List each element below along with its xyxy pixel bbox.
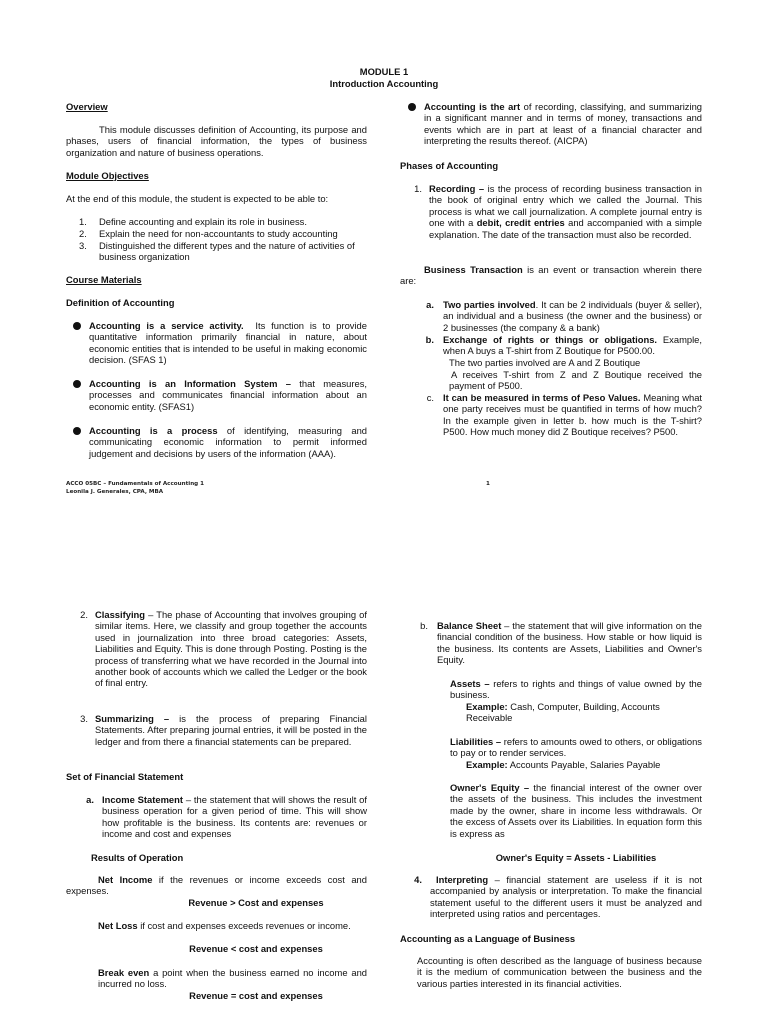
language-text: Accounting is often described as the language of business because it is the medium of communication between the business and the various parties interested in its financial activities.	[417, 955, 702, 989]
transaction-two-parties: Two parties involved. It can be 2 individuals (buyer & seller), an individual and a business (the owner and the business) or 2 businesses (the company & a bank)	[443, 299, 702, 333]
transaction-a-label: a.	[426, 299, 434, 310]
balance-sheet-label: b.	[420, 620, 428, 631]
definition-service-activity: Accounting is a service activity. Its function is to provide quantitative information primarily financial in nature, about economic entities that is intended to be useful in making economic decision. (SFAS 1)	[89, 320, 367, 366]
liabilities-definition: Liabilities – refers to amounts owed to others, or obligations to pay or to render services.	[450, 736, 702, 759]
phases-heading: Phases of Accounting	[400, 160, 499, 171]
objectives-heading: Module Objectives	[66, 170, 149, 181]
liabilities-example: Example: Accounts Payable, Salaries Payable	[466, 759, 661, 770]
classifying-number: 2.	[80, 609, 88, 620]
interpreting-number: 4.	[414, 874, 422, 885]
transaction-exchange-line3: A receives T-shirt from Z and Z Boutique received the payment of P500.	[449, 369, 702, 392]
objective-number-2: 2.	[79, 228, 87, 239]
phase-classifying: Classifying – The phase of Accounting that involves grouping of similar items. Here, we classify and group together the accounts used in journalization into three broad categories: Assets, Liabilities and Equity. This is done through Posting. Posting is the process of transferring what we have recorded in the Journal into another book of accounts which we called the Ledger or the book of final entry.	[95, 609, 367, 689]
income-statement-label: a.	[86, 794, 94, 805]
objective-number-1: 1.	[79, 216, 87, 227]
bullet-icon	[408, 103, 416, 111]
course-materials-heading: Course Materials	[66, 274, 142, 285]
recording-number: 1.	[414, 183, 422, 194]
assets-example: Example: Cash, Computer, Building, Accounts Receivable	[466, 701, 660, 724]
definition-process: Accounting is a process of identifying, measuring and communicating economic information to permit informed judgement and decisions by users of the information (AAA).	[89, 425, 367, 459]
footer-course: ACCO 05BC – Fundamentals of Accounting 1	[66, 481, 205, 487]
overview-heading: Overview	[66, 101, 108, 112]
owners-equity-definition: Owner's Equity – the financial interest of the owner over the assets of the business. This includes the investment made by the owner, share in income less withdrawals. Or the excess of Assets over its Liabilities. In equation form this is express as	[450, 782, 703, 839]
phase-interpreting: Interpreting – financial statement are useless if it is not accompanied by analysis or interpretation. To make the financial statement useful to the different users it must be analyzed and interpreted using ratios and percentages.	[430, 874, 702, 920]
language-heading: Accounting as a Language of Business	[400, 933, 576, 944]
definition-heading: Definition of Accounting	[66, 297, 175, 308]
transaction-peso-values: It can be measured in terms of Peso Values. Meaning what one party receives must be quantified in terms of how much? In the example given in letter b. how much is the T-shirt? P500. How much money did Z Boutique receives? P500.	[443, 392, 703, 438]
bullet-icon	[73, 322, 81, 330]
phase-recording: Recording – is the process of recording business transaction in the book of original entry which we called the Journal. This process is what we call journalization. A complete journal entry is one with a debit, credit entries and accompanied with a simple explanation. The date of the transaction must also be recorded.	[429, 183, 703, 240]
overview-text: This module discusses definition of Accounting, its purpose and phases, users of financial information, the types of business organization and nature of business operations.	[66, 124, 367, 158]
net-loss-formula: Revenue < cost and expenses	[189, 943, 323, 954]
break-even: Break even a point when the business earned no income and incurred no loss.	[98, 967, 367, 990]
transaction-c-label: c.	[426, 392, 434, 403]
objective-number-3: 3.	[79, 240, 87, 251]
net-loss: Net Loss if cost and expenses exceeds revenues or income.	[98, 920, 351, 931]
business-transaction-definition: Business Transaction is an event or transaction wherein there are:	[400, 264, 702, 287]
net-income-formula: Revenue > Cost and expenses	[188, 897, 324, 908]
footer-author: Leonila J. Generales, CPA, MBA	[66, 489, 164, 495]
transaction-b-label: b.	[425, 334, 434, 345]
break-even-formula: Revenue = cost and expenses	[189, 990, 323, 1001]
phase-summarizing: Summarizing – is the process of preparing Financial Statements. After preparing journal entries, it will be posted in the ledger and from there a financial statements can be prepared.	[95, 713, 367, 747]
definition-art: Accounting is the art of recording, classifying, and summarizing in a significant manner and in terms of money, transactions and events which are in part at least of a financial character and interpreting the results thereof. (AICPA)	[424, 101, 702, 147]
owners-equity-formula: Owner's Equity = Assets - Liabilities	[495, 852, 657, 863]
set-of-fs-heading: Set of Financial Statement	[66, 771, 184, 782]
summarizing-number: 3.	[80, 713, 88, 724]
net-income: Net Income if the revenues or income exceeds cost and expenses.	[66, 874, 367, 897]
module-title: MODULE 1	[359, 66, 409, 77]
transaction-exchange-line2: The two parties involved are A and Z Boutique	[449, 357, 641, 368]
module-subtitle: Introduction Accounting	[329, 78, 439, 89]
page-number: 1	[486, 481, 490, 487]
bullet-icon	[73, 427, 81, 435]
results-heading: Results of Operation	[91, 852, 184, 863]
definition-information-system: Accounting is an Information System – that measures, processes and communicates financial information about an economic entity. (SFAS1)	[89, 378, 368, 412]
objective-item-3: Distinguished the different types and the nature of activities of business organization	[99, 240, 355, 263]
transaction-exchange: Exchange of rights or things or obligations. Example, when A buys a T-shirt from Z Boutique for P500.00.	[443, 334, 703, 357]
balance-sheet: Balance Sheet – the statement that will give information on the financial condition of the business. How stable or how liquid is the business. Its contents are Assets, Liabilities and Owner's Equity.	[437, 620, 702, 666]
income-statement: Income Statement – the statement that will shows the result of business operation for a given period of time. This will show how profitable is the business. Its contents are: revenues or income and cost and expenses	[102, 794, 367, 840]
objective-item-2: Explain the need for non-accountants to study accounting	[99, 228, 338, 239]
bullet-icon	[73, 380, 81, 388]
objective-item-1: Define accounting and explain its role in business.	[99, 216, 307, 227]
assets-definition: Assets – refers to rights and things of value owned by the business.	[450, 678, 702, 701]
objectives-intro: At the end of this module, the student is expected to be able to:	[66, 193, 329, 204]
